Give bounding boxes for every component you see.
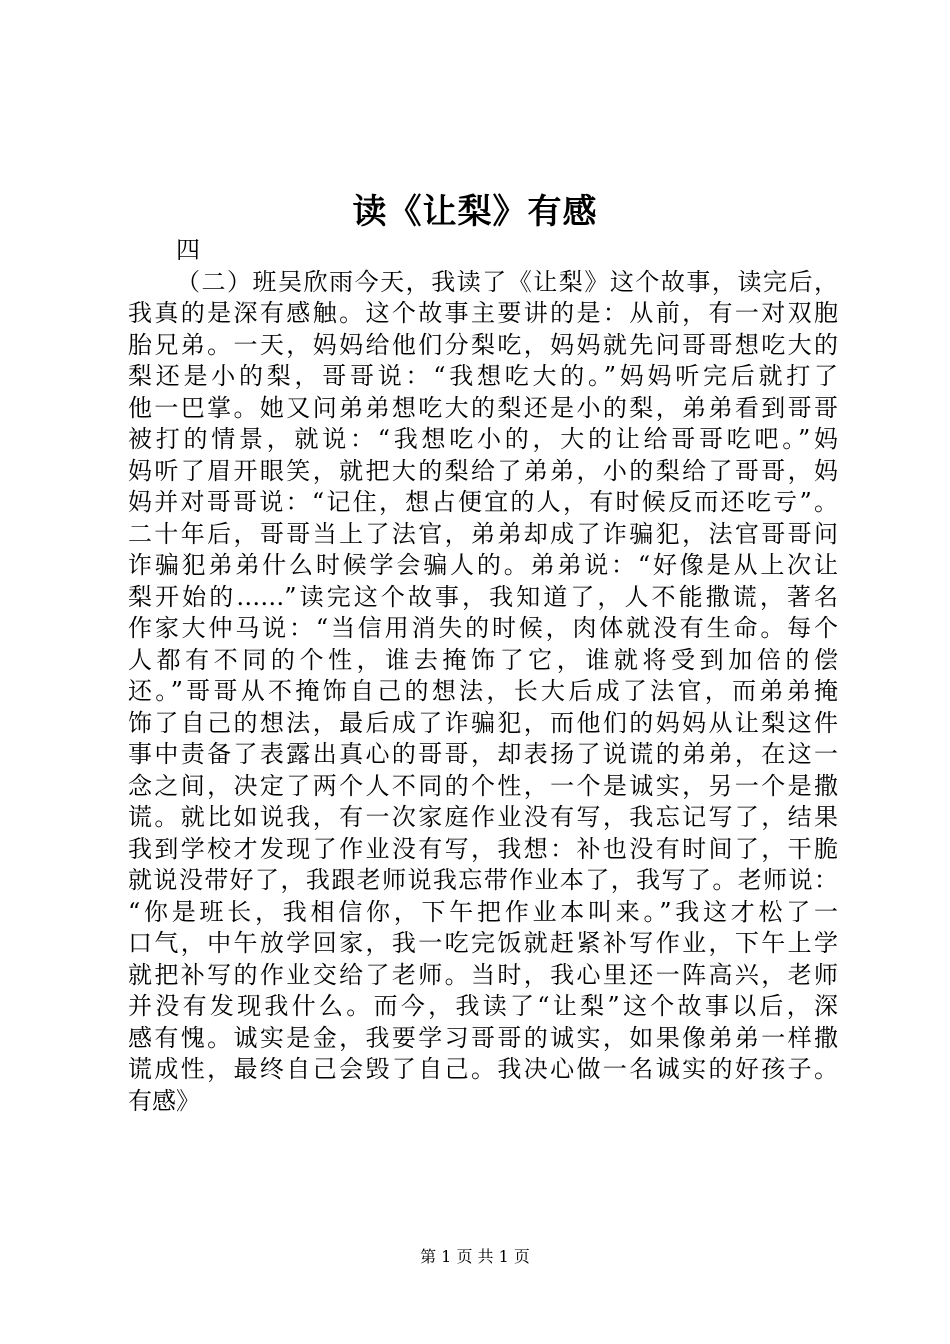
body-line: 口气，中午放学回家，我一吃完饭就赶紧补写作业，下午上学 (128, 929, 838, 957)
body-line: 被打的情景，就说：“我想吃小的，大的让给哥哥吃吧。”妈 (128, 425, 838, 453)
body-line: 妈并对哥哥说：“记住，想占便宜的人，有时候反而还吃亏”。 (128, 488, 838, 516)
body-line: 梨开始的……”读完这个故事，我知道了，人不能撒谎，著名 (128, 582, 838, 611)
body-line: 妈听了眉开眼笑，就把大的梨给了弟弟，小的梨给了哥哥，妈 (128, 456, 838, 485)
body-line: 人都有不同的个性，谁去掩饰了它，谁就将受到加倍的偿 (128, 645, 838, 674)
body-line: 并没有发现我什么。而今，我读了“让梨”这个故事以后，深 (128, 992, 838, 1020)
body-line: 作家大仲马说：“当信用消失的时候，肉体就没有生命。每个 (128, 614, 838, 642)
page-number-footer: 第 1 页 共 1 页 (420, 1247, 530, 1266)
body-line: 事中责备了表露出真心的哥哥，却表扬了说谎的弟弟，在这一 (128, 740, 838, 768)
document-title: 读《让梨》有感 (352, 192, 598, 232)
body-line: 就把补写的作业交给了老师。当时，我心里还一阵高兴，老师 (128, 960, 838, 989)
body-line: 谎。就比如说我，有一次家庭作业没有写，我忘记写了，结果 (128, 803, 838, 831)
body-line: 饰了自己的想法，最后成了诈骗犯，而他们的妈妈从让梨这件 (128, 708, 838, 737)
body-line: 诈骗犯弟弟什么时候学会骗人的。弟弟说：“好像是从上次让 (128, 551, 838, 579)
body-line: 我真的是深有感触。这个故事主要讲的是：从前，有一对双胞 (128, 299, 838, 327)
body-line: 胎兄弟。一天，妈妈给他们分梨吃，妈妈就先问哥哥想吃大的 (128, 330, 838, 359)
body-line: 感有愧。诚实是金，我要学习哥哥的诚实，如果像弟弟一样撒 (128, 1023, 838, 1052)
body-line: 我到学校才发现了作业没有写，我想：补也没有时间了，干脆 (128, 834, 838, 863)
body-line: 四 (176, 236, 200, 264)
body-line: 梨还是小的梨，哥哥说：“我想吃大的。”妈妈听完后就打了 (128, 362, 838, 390)
body-line: “你是班长，我相信你，下午把作业本叫来。”我这才松了一 (128, 897, 838, 926)
document-body (128, 235, 838, 1117)
body-line: 谎成性，最终自己会毁了自己。我决心做一名诚实的好孩子。 (128, 1055, 838, 1083)
body-line: 二十年后，哥哥当上了法官，弟弟却成了诈骗犯，法官哥哥问 (128, 519, 838, 548)
body-line: 就说没带好了，我跟老师说我忘带作业本了，我写了。老师说： (128, 866, 838, 894)
body-line: 有感》 (128, 1086, 200, 1115)
body-line: 还。”哥哥从不掩饰自己的想法，长大后成了法官，而弟弟掩 (128, 677, 838, 705)
body-line: （二）班吴欣雨今天，我读了《让梨》这个故事，读完后， (176, 267, 838, 296)
body-line: 他一巴掌。她又问弟弟想吃大的梨还是小的梨，弟弟看到哥哥 (128, 393, 838, 422)
body-line: 念之间，决定了两个人不同的个性，一个是诚实，另一个是撒 (128, 771, 838, 800)
